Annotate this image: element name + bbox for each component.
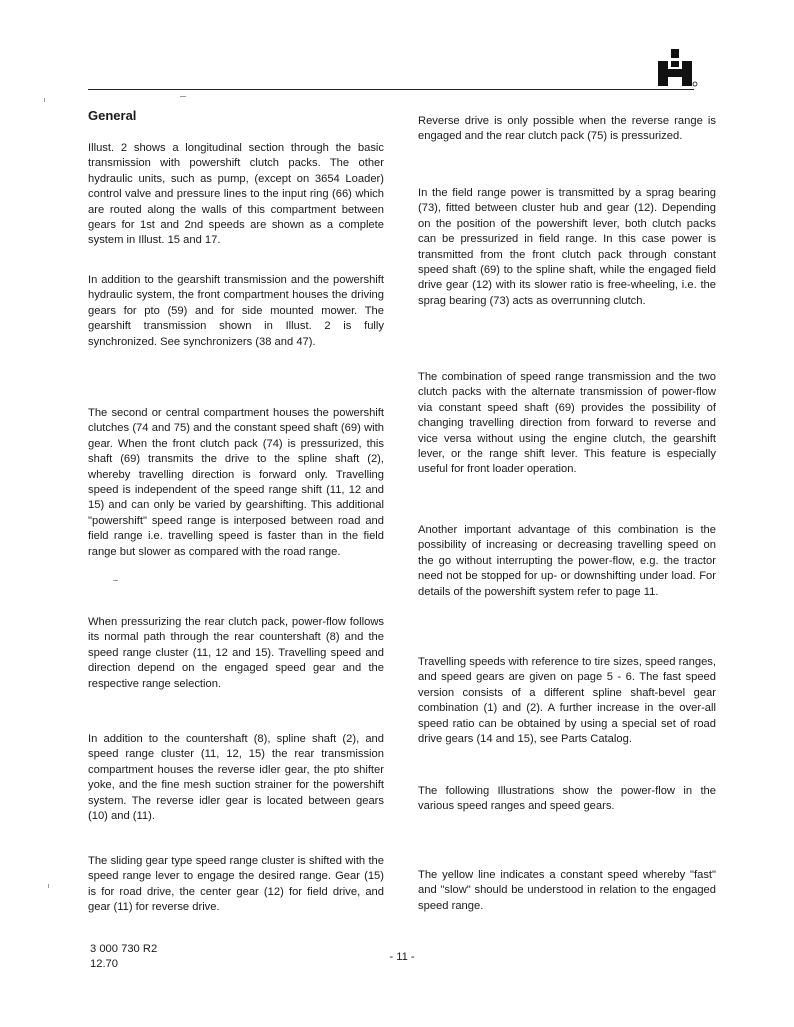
- header-rule: [88, 89, 694, 90]
- paragraph: Travelling speeds with reference to tire sizes, speed ranges, and speed gears are given on page 5 - 6. The fast speed version consists of a different spline shaft-bevel gear combination (1) and (2). A further increase in the over-all speed ratio can be obtained by using a special set of road drive gears (14 and 15), see Parts Catalog.: [418, 656, 716, 746]
- paragraph: In addition to the gearshift transmission and the powershift hydraulic system, the front compartment houses the driving gears for pto (59) and for side mounted mower. The gearshift transmission shown in Illust. 2 is fully synchronized. See synchronizers (38 and 47).: [88, 274, 384, 348]
- paragraph: The yellow line indicates a constant speed whereby "fast" and "slow" should be understood in relation to the engaged speed range.: [418, 869, 716, 912]
- paragraph: Illust. 2 shows a longitudinal section through the basic transmission with powershift clutch packs. The other hydraulic units, such as pump, (except on 3654 Loader) control valve and pressure lines to the input ring (66) which are routed along the walls of this compartment between gears for 1st and 2nd speeds are shown as a complete system in Illust. 15 and 17.: [88, 142, 384, 247]
- paragraph: In addition to the countershaft (8), spline shaft (2), and speed range cluster (11, 12, 15) the rear transmission compartment houses the reverse idler gear, the pto shifter yoke, and the fine mesh suction strainer for the powershift system. The reverse idler gear is located between gears (10) and (11).: [88, 733, 384, 823]
- paragraph: The following Illustrations show the power-flow in the various speed ranges and speed gears.: [418, 785, 716, 813]
- paragraph: In the field range power is transmitted by a sprag bearing (73), fitted between cluster hub and gear (12). Depending on the position of the powershift lever, both clutch packs can be pressurized in field range. In this case power is transmitted from the front clutch pack through constant speed shaft (69) to the spline shaft, while the engaged field drive gear (12) with its slower ratio is free-wheeling, i.e. the sprag bearing (73) acts as overrunning clutch.: [418, 187, 716, 307]
- paragraph: Another important advantage of this combination is the possibility of increasing or decreasing travelling speed on the go without interrupting the power-flow, e.g. the tractor need not be stopped for up- or downshifting under load. For details of the powershift system refer to page 11.: [418, 524, 716, 598]
- page-number: - 11 -: [389, 951, 415, 963]
- scan-speck: [180, 96, 186, 97]
- footer-document-code: [90, 942, 157, 972]
- scan-speck: [113, 580, 118, 581]
- paragraph: The sliding gear type speed range cluster is shifted with the speed range lever to engage the desired range. Gear (15) is for road drive, the center gear (12) for field drive, and gear (11) for reverse drive.: [88, 855, 384, 914]
- paragraph: The second or central compartment houses the powershift clutches (74 and 75) and the constant speed shaft (69) with gear. When the front clutch pack (74) is pressurized, this shaft (69) transmits the drive to the spline shaft (2), whereby travelling direction is forward only. Travelling speed is independent of the speed range shift (11, 12 and 15) and can only be varied by gearshifting. This additional "powershift" speed range is interposed between road and field range i.e. travelling speed is faster than in the field range but slower as compared with the road range.: [88, 407, 384, 558]
- scan-speck: [48, 884, 49, 888]
- paragraph: When pressurizing the rear clutch pack, power-flow follows its normal path through the rear countershaft (8) and the speed range cluster (11, 12 and 15). Travelling speed and direction depend on the engaged speed gear and the respective range selection.: [88, 616, 384, 690]
- ih-logo-icon: [652, 48, 698, 88]
- document-number: 3 000 730 R2: [90, 943, 158, 955]
- scan-speck: [44, 98, 45, 102]
- section-heading: General: [88, 108, 137, 123]
- paragraph: Reverse drive is only possible when the reverse range is engaged and the rear clutch pack (75) is pressurized.: [418, 115, 716, 143]
- document-date: 12.70: [90, 958, 118, 970]
- paragraph: The combination of speed range transmission and the two clutch packs with the alternate transmission of power-flow via constant speed shaft (69) provides the possibility of changing travelling direction from forward to reverse and vice versa without using the engine clutch, the gearshift lever, or the range shift lever. This feature is especially useful for front loader operation.: [418, 371, 716, 476]
